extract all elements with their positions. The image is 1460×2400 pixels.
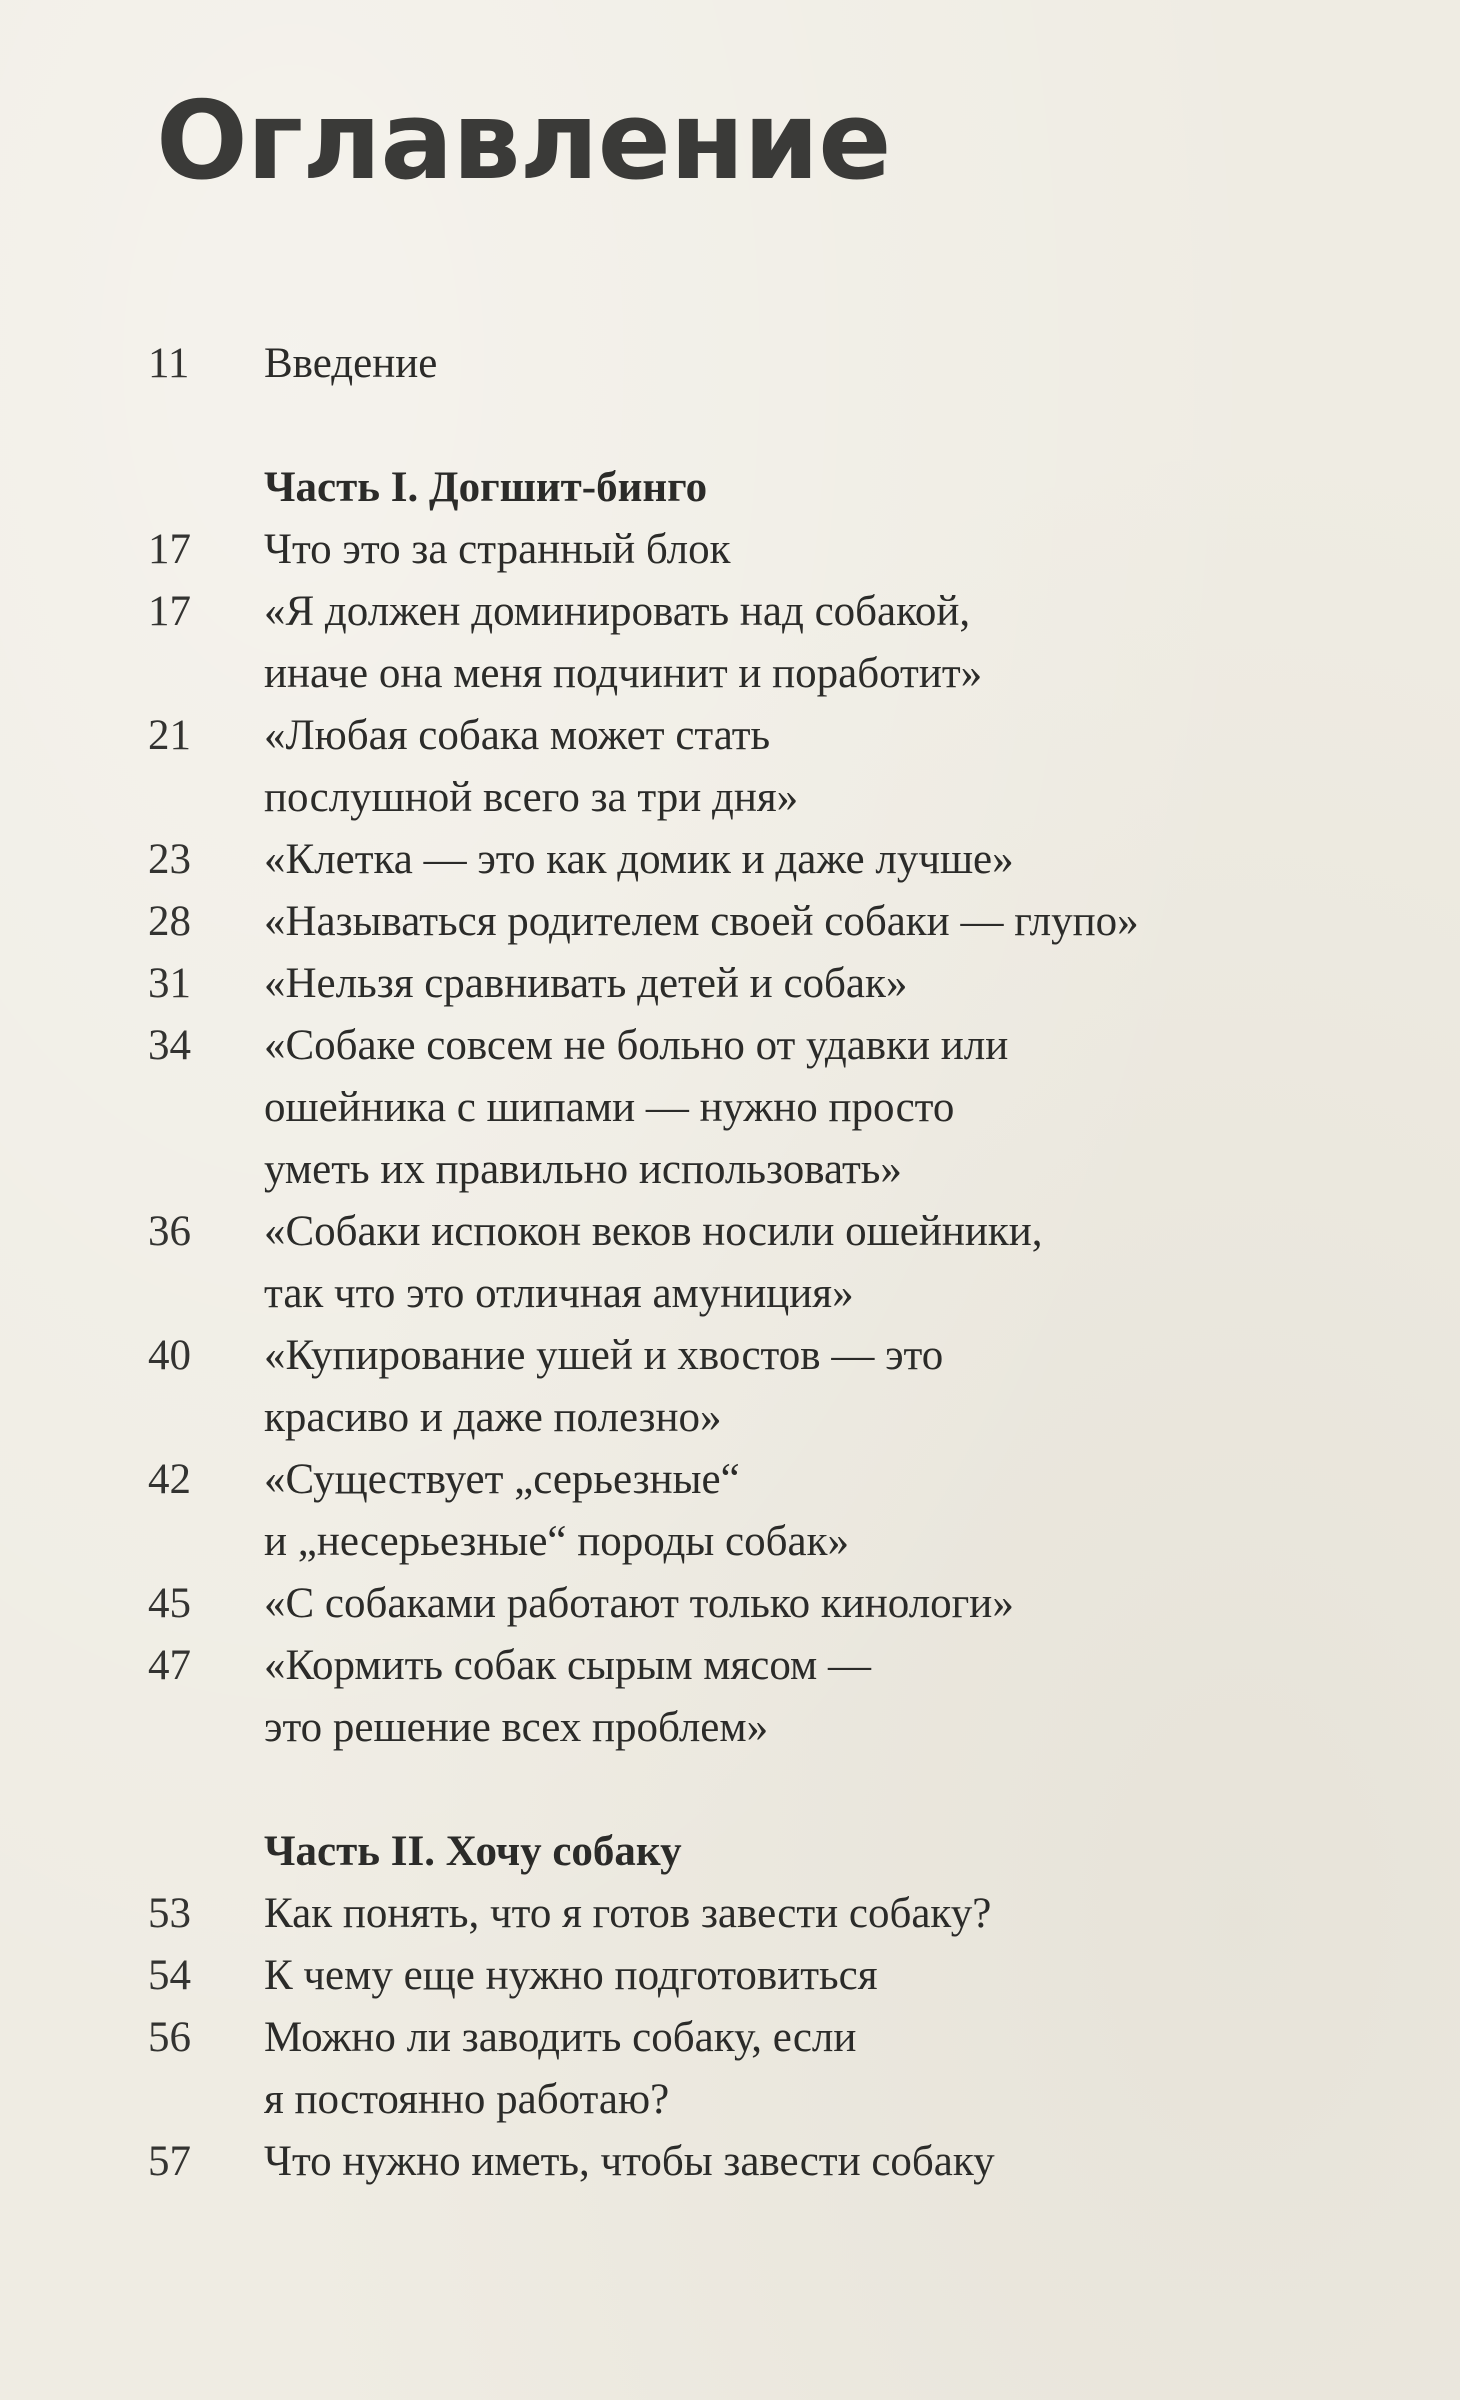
entry-title-line: «Я должен доминировать над собакой,	[264, 588, 971, 635]
page-number: 47	[148, 1642, 191, 1689]
page-number: 53	[148, 1890, 191, 1937]
page-number: 11	[148, 340, 190, 387]
page-number: 21	[148, 712, 191, 759]
entry-title-line: «Любая собака может стать	[264, 712, 771, 759]
entry-title-line: «Называться родителем своей собаки — глупо»	[264, 898, 1139, 945]
page-number: 40	[148, 1332, 191, 1379]
page-title: Оглавление	[156, 79, 891, 204]
toc-entry	[148, 1883, 1328, 1945]
page-number: 17	[148, 588, 191, 635]
page-number: 17	[148, 526, 191, 573]
entry-title	[264, 829, 1328, 891]
entry-title	[264, 2131, 1328, 2193]
entry-title-line: я постоянно работаю?	[264, 2076, 670, 2123]
entry-title-line: «Собаке совсем не больно от удавки или	[264, 1022, 1009, 1069]
part-title: Часть II. Хочу собаку	[264, 1828, 682, 1875]
toc-entry	[148, 2131, 1328, 2193]
page-number: 31	[148, 960, 191, 1007]
entry-title-line: «Собаки испокон веков носили ошейники,	[264, 1208, 1043, 1255]
entry-title	[264, 1325, 1328, 1449]
entry-title	[264, 519, 1328, 581]
toc-entry	[148, 1945, 1328, 2007]
entry-title	[264, 1883, 1328, 1945]
entry-title	[264, 953, 1328, 1015]
toc-entry-intro	[148, 333, 1328, 395]
entry-title	[264, 891, 1328, 953]
toc-entry	[148, 519, 1328, 581]
page-number: 45	[148, 1580, 191, 1627]
entry-title-line: Что нужно иметь, чтобы завести собаку	[264, 2138, 995, 2185]
page-number: 23	[148, 836, 191, 883]
entry-title	[264, 1201, 1328, 1325]
toc-entry	[148, 1201, 1328, 1325]
entry-title	[264, 1449, 1328, 1573]
entry-title-line: Можно ли заводить собаку, если	[264, 2014, 857, 2061]
entry-title	[264, 1573, 1328, 1635]
toc-entry	[148, 1015, 1328, 1201]
entry-title	[264, 1015, 1328, 1201]
toc-entry	[148, 1325, 1328, 1449]
entry-title	[264, 581, 1328, 705]
entry-title	[264, 2007, 1328, 2131]
toc-entry	[148, 2007, 1328, 2131]
entry-title-line: «Нельзя сравнивать детей и собак»	[264, 960, 908, 1007]
page-number: 42	[148, 1456, 191, 1503]
entry-title-line: К чему еще нужно подготовиться	[264, 1952, 878, 1999]
entry-title-line: «Существует „серьезные“	[264, 1456, 740, 1503]
page-number: 54	[148, 1952, 191, 1999]
entry-title-line: уметь их правильно использовать»	[264, 1146, 902, 1193]
entry-title-line: ошейника с шипами — нужно просто	[264, 1084, 955, 1131]
entry-title-line: послушной всего за три дня»	[264, 774, 799, 821]
table-of-contents	[148, 333, 1328, 2193]
entry-title-line: «Клетка — это как домик и даже лучше»	[264, 836, 1014, 883]
page-number: 28	[148, 898, 191, 945]
page-number: 36	[148, 1208, 191, 1255]
toc-entry	[148, 953, 1328, 1015]
entry-title	[264, 1945, 1328, 2007]
toc-entry	[148, 1635, 1328, 1759]
entry-title-line: «Кормить собак сырым мясом —	[264, 1642, 871, 1689]
part-heading	[148, 457, 1328, 519]
page-number: 34	[148, 1022, 191, 1069]
entry-title-line: Как понять, что я готов завести собаку?	[264, 1890, 992, 1937]
toc-entry	[148, 581, 1328, 705]
entry-title-line: Что это за странный блок	[264, 526, 731, 573]
page-number: 56	[148, 2014, 191, 2061]
entry-title	[264, 705, 1328, 829]
entry-title-line: красиво и даже полезно»	[264, 1394, 722, 1441]
page-number: 57	[148, 2138, 191, 2185]
entry-title-line: и „несерьезные“ породы собак»	[264, 1518, 849, 1565]
toc-entry	[148, 1449, 1328, 1573]
toc-entry	[148, 705, 1328, 829]
part-heading	[148, 1821, 1328, 1883]
part-title: Часть I. Догшит-бинго	[264, 464, 708, 511]
toc-entry	[148, 829, 1328, 891]
entry-title-line: так что это отличная амуниция»	[264, 1270, 854, 1317]
entry-title: Введение	[264, 340, 438, 387]
entry-title-line: иначе она меня подчинит и поработит»	[264, 650, 983, 697]
toc-entry	[148, 1573, 1328, 1635]
toc-entry	[148, 891, 1328, 953]
entry-title-line: «С собаками работают только кинологи»	[264, 1580, 1014, 1627]
entry-title-line: «Купирование ушей и хвостов — это	[264, 1332, 944, 1379]
entry-title-line: это решение всех проблем»	[264, 1704, 769, 1751]
entry-title	[264, 1635, 1328, 1759]
